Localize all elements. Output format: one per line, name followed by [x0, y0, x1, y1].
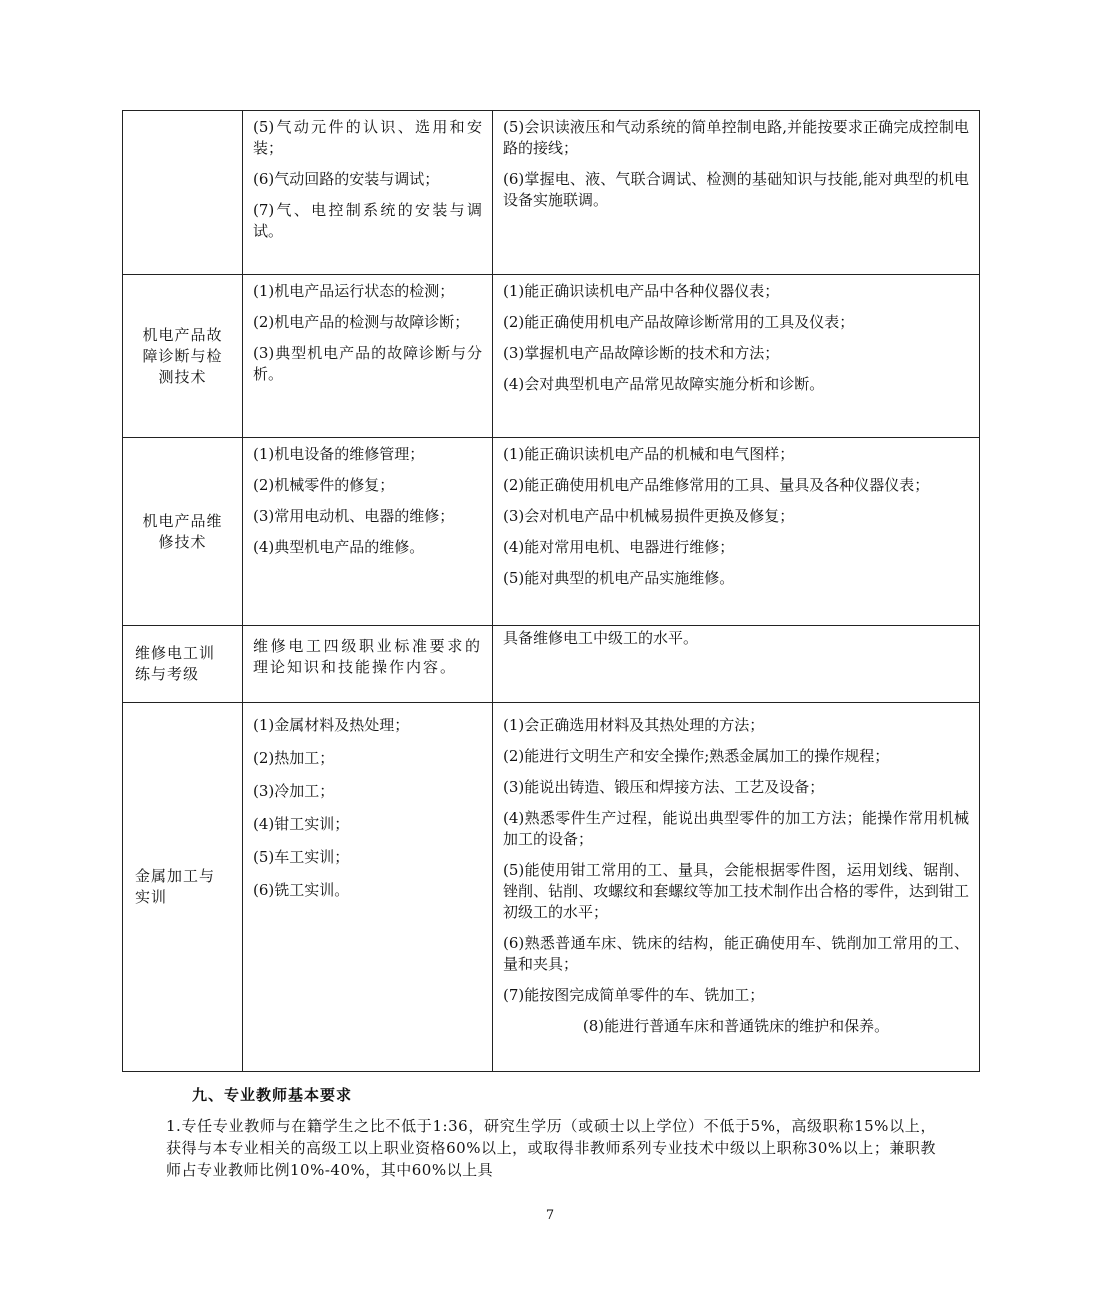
requirement-item: (5)能对典型的机电产品实施维修。	[503, 569, 735, 587]
content-item: (1)机电产品运行状态的检测；	[253, 282, 455, 300]
course-requirements-cell	[493, 703, 980, 1072]
requirement-item: (6)熟悉普通车床、铣床的结构，能正确使用车、铣削加工常用的工、量和夹具；	[503, 934, 969, 973]
course-table	[122, 110, 980, 1072]
course-content-cell	[243, 111, 493, 275]
course-requirements-cell	[493, 626, 980, 703]
requirement-item: (4)熟悉零件生产过程，能说出典型零件的加工方法；能操作常用机械加工的设备；	[503, 809, 969, 848]
content-item: (6)气动回路的安装与调试；	[253, 170, 440, 188]
course-requirements-cell	[493, 438, 980, 626]
content-item: (6)铣工实训。	[253, 881, 350, 899]
section-heading: 九、专业教师基本要求	[192, 1086, 353, 1104]
requirement-item: (8)能进行普通车床和普通铣床的维护和保养。	[582, 1017, 890, 1035]
course-requirements-cell	[493, 111, 980, 275]
requirement-item: (3)掌握机电产品故障诊断的技术和方法；	[503, 344, 780, 362]
content-item: (2)机械零件的修复；	[253, 476, 395, 494]
content-item: (1)机电设备的维修管理；	[253, 445, 425, 463]
course-name-cell: 机电产品故障诊断与检测技术	[123, 275, 243, 438]
course-requirements-cell	[493, 275, 980, 438]
requirement-item: (4)会对典型机电产品常见故障实施分析和诊断。	[503, 375, 825, 393]
requirement-item: (2)能正确使用机电产品维修常用的工具、量具及各种仪器仪表；	[503, 476, 930, 494]
requirement-item: (5)能使用钳工常用的工、量具，会能根据零件图，运用划线、锯削、锉削、钻削、攻螺纹和套螺纹等加工技术制作出合格的零件，达到钳工初级工的水平；	[503, 861, 969, 921]
content-item: (5)气动元件的认识、选用和安装；	[253, 118, 482, 157]
requirement-item: (7)能按图完成简单零件的车、铣加工；	[503, 986, 765, 1004]
course-name-cell	[123, 111, 243, 275]
content-item: (7)气、电控制系统的安装与调试。	[253, 201, 482, 240]
course-content-cell	[243, 275, 493, 438]
table-row	[123, 275, 980, 438]
content-item: (2)机电产品的检测与故障诊断；	[253, 313, 470, 331]
requirement-item: (3)能说出铸造、锻压和焊接方法、工艺及设备；	[503, 778, 825, 796]
course-name-cell: 维修电工训练与考级	[123, 626, 243, 703]
requirement-item: (1)会正确选用材料及其热处理的方法；	[503, 716, 765, 734]
requirement-item: (4)能对常用电机、电器进行维修；	[503, 538, 735, 556]
content-item: (3)常用电动机、电器的维修；	[253, 507, 455, 525]
table-row	[123, 626, 980, 703]
course-name-cell: 机电产品维修技术	[123, 438, 243, 626]
body-paragraph: 1.专任专业教师与在籍学生之比不低于1:36，研究生学历（或硕士以上学位）不低于5%，高级职称15%以上，获得与本专业相关的高级工以上职业资格60%以上，或取得非教师系列专业技术中级以上职称30%以上；兼职教师占专业教师比例10%-40%，其中60%以上具	[166, 1117, 936, 1179]
content-item: (4)典型机电产品的维修。	[253, 538, 425, 556]
content-item: (1)金属材料及热处理；	[253, 716, 410, 734]
content-item: (2)热加工；	[253, 749, 335, 767]
content-item: (4)钳工实训；	[253, 815, 350, 833]
requirement-item: (2)能正确使用机电产品故障诊断常用的工具及仪表；	[503, 313, 855, 331]
course-content-cell	[243, 626, 493, 703]
requirement-item: (5)会识读液压和气动系统的简单控制电路,并能按要求正确完成控制电路的接线；	[503, 118, 969, 157]
requirement-item: (3)会对机电产品中机械易损件更换及修复；	[503, 507, 795, 525]
requirement-item: (1)能正确识读机电产品中各种仪器仪表；	[503, 282, 780, 300]
requirement-item: (6)掌握电、液、气联合调试、检测的基础知识与技能,能对典型的机电设备实施联调。	[503, 170, 969, 209]
content-item: (3)典型机电产品的故障诊断与分析。	[253, 344, 482, 383]
content-item: 维修电工四级职业标准要求的理论知识和技能操作内容。	[253, 637, 482, 676]
table-row	[123, 703, 980, 1072]
course-content-cell	[243, 703, 493, 1072]
content-item: (3)冷加工；	[253, 782, 335, 800]
table-row	[123, 438, 980, 626]
course-content-cell	[243, 438, 493, 626]
course-name-cell: 金属加工与实训	[123, 703, 243, 1072]
requirement-item: (1)能正确识读机电产品的机械和电气图样；	[503, 445, 795, 463]
requirement-item: 具备维修电工中级工的水平。	[503, 629, 699, 647]
page-number: 7	[545, 1208, 555, 1223]
table-row	[123, 111, 980, 275]
content-item: (5)车工实训；	[253, 848, 350, 866]
requirement-item: (2)能进行文明生产和安全操作;熟悉金属加工的操作规程；	[503, 747, 890, 765]
